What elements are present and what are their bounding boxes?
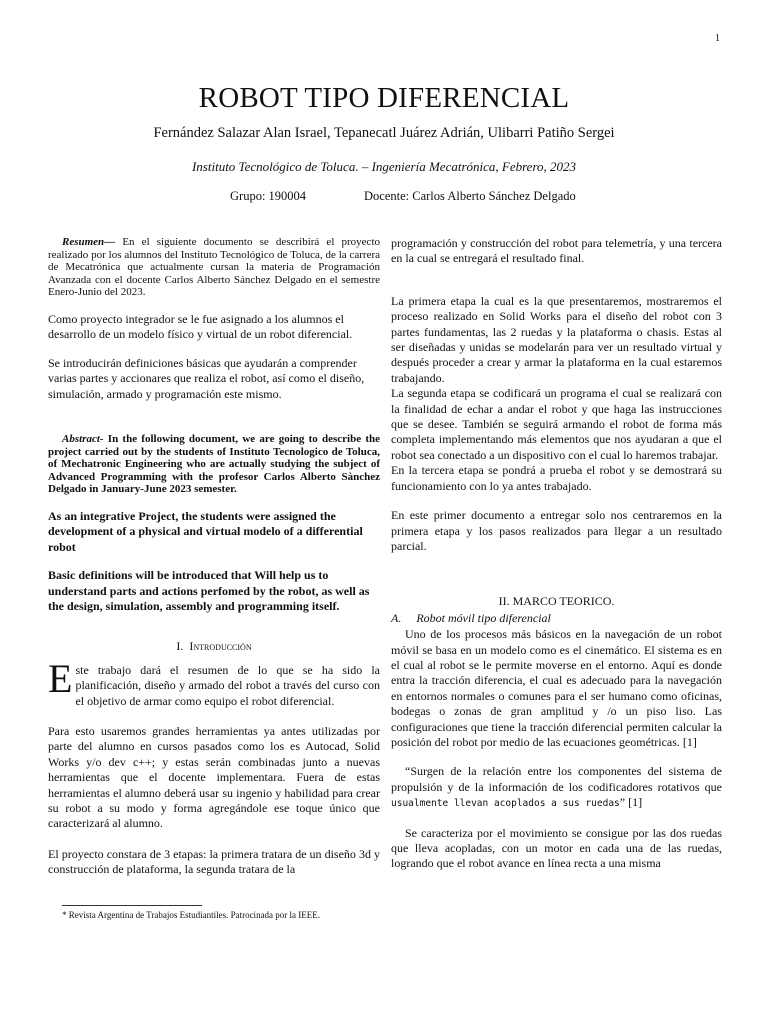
right-paragraph-0: programación y construcción del robot para telemetría, y una tercera en la cual se entregará el resultado final. <box>391 236 722 266</box>
right-paragraph-1: La primera etapa la cual es la que presentaremos, mostraremos el proceso realizado en Solid Works para el diseño del robot con 3 partes fundamentas, las 2 ruedas y la plataforma o chasis. Estas al ser diseñadas y unidas se modelarán para ver un resultado virtual y después proceder a crear y armar la plataforma en la cual estaremos trabajando. <box>391 293 722 385</box>
right-paragraph-3: En la tercera etapa se pondrá a prueba el robot y se demostrará su funcionamiento con lo ya antes trabajado. <box>391 463 722 493</box>
page-number: 1 <box>715 33 720 44</box>
right-paragraph-6: Se caracteriza por el movimiento se consigue por las dos ruedas que lleva acopladas, con un motor en cada una de las ruedas, logrando que el robot avance en línea recta a una misma <box>391 825 722 871</box>
section-introduction-heading: I. Introducción <box>176 639 252 654</box>
left-paragraph-1: Como proyecto integrador se le fue asignado a los alumnos el desarrollo de un modelo físico y virtual de un robot diferencial. <box>48 311 353 342</box>
left-column <box>48 236 380 878</box>
english-paragraph-2: Basic definitions will be introduced that Will help us to understand parts and actions perfomed by the robot, as well as the design, simulation, assembly and programming itself. <box>48 568 370 613</box>
quote-paragraph: “Surgen de la relación entre los componentes del sistema de propulsión y de la información de los codificadores rotativos que usualmente llevan acoplados a sus ruedas” [1] <box>391 764 722 810</box>
right-paragraph-2: La segunda etapa se codificará un programa el cual se realizará con la finalidad de echar a andar el robot y que haga las instrucciones que se desee. También se seguirá armando el robot de forma más completa implementando más elementos que nos ayudaran a que el robot sea conectado a un dispositivo con el cual lo haremos trabajar. <box>391 386 722 462</box>
resumen-label: Resumen— <box>62 236 116 248</box>
right-paragraph-4: En este primer documento a entregar solo nos centraremos en la primera etapa y los pasos realizados para llegar a un resultado parcial. <box>391 508 722 553</box>
intro-paragraph-2: Para esto usaremos grandes herramientas ya antes utilizadas por parte del alumno en cursos pasados como los es Autocad, Solid Works y/o dev c++; y estas serán combinadas junto a nuevas herramientas que el docente implementara. Fuera de estas herramientas el alumno deberá usar su ingenio y habilidad para crear su robot a su modo y forma agregándole ese toque único que caracterizará al alumno. <box>48 724 380 831</box>
intro-paragraph-1: Este trabajo dará el resumen de lo que se ha sido la planificación, diseño y armado del robot a través del curso con el objetivo de armar como equipo el robot diferencial. <box>48 655 380 708</box>
right-column <box>391 236 722 872</box>
paper-title: ROBOT TIPO DIFERENCIAL <box>198 82 570 114</box>
group-label: Grupo: 190004 <box>230 189 307 203</box>
drop-cap: E <box>48 655 73 701</box>
abstract-label: Abstract- <box>62 433 104 445</box>
left-paragraph-2: Se introducirán definiciones básicas que ayudarán a comprender varias partes y accionares que realiza el robot, así como el diseño, simulación, armado y programación este mismo. <box>48 355 365 401</box>
subsection-a-heading: A. Robot móvil tipo diferencial <box>391 610 551 625</box>
abstract-paragraph: Abstract- In the following document, we are going to describe the project carried out by the students of Instituto Tecnologico de Toluca, of Mechatronic Engineering who are actually studying the subject of Advanced Programming with the profesor Carlos Alberto Sànchez Delgado in January-June 2023 semester. <box>48 433 380 496</box>
right-paragraph-5: Uno de los procesos más básicos en la navegación de un robot móvil se basa en un modelo como es el cinemático. El sistema es en el cual al robot se le permite moverse en el entorno. Aquí es donde entra la tracción diferencia, el cual es adecuado para la navegación en entornos normales o comunes para el ser humano como oficinas, bodegas o zonas de gran amplitud y /o un piso liso. Las configuraciones que tiene la tracción diferencial permiten calcular la posición del robot por medio de las ecuaciones geométricas. [1] <box>391 627 722 749</box>
affiliation: Instituto Tecnológico de Toluca. – Ingeniería Mecatrónica, Febrero, 2023 <box>191 159 577 174</box>
resumen-paragraph: Resumen— En el siguiente documento se describirá el proyecto realizado por los alumnos del Instituto Tecnológico de Toluca, de la carrera de Mecatrónica que actualmente cursan la materia de Programación Avanzada con el docente Carlos Alberto Sánchez Delgado en el semestre Enero-Junio del 2023. <box>48 236 380 299</box>
section-marco-teorico-heading: II. MARCO TEORICO. <box>498 594 615 609</box>
footnote-divider <box>62 905 202 906</box>
intro-paragraph-3: El proyecto constara de 3 etapas: la primera tratara de un diseño 3d y construcción de plataforma, la segunda tratara de la <box>48 846 380 877</box>
authors: Fernández Salazar Alan Israel, Tepanecatl Juárez Adrián, Ulibarri Patiño Sergei <box>153 125 615 141</box>
english-paragraph-1: As an integrative Project, the students were assigned the development of a physical and virtual modelo of a differential robot <box>48 508 363 554</box>
footnote: * Revista Argentina de Trabajos Estudiantiles. Patrocinada por la IEEE. <box>62 910 321 920</box>
teacher-label: Docente: Carlos Alberto Sánchez Delgado <box>364 189 576 203</box>
